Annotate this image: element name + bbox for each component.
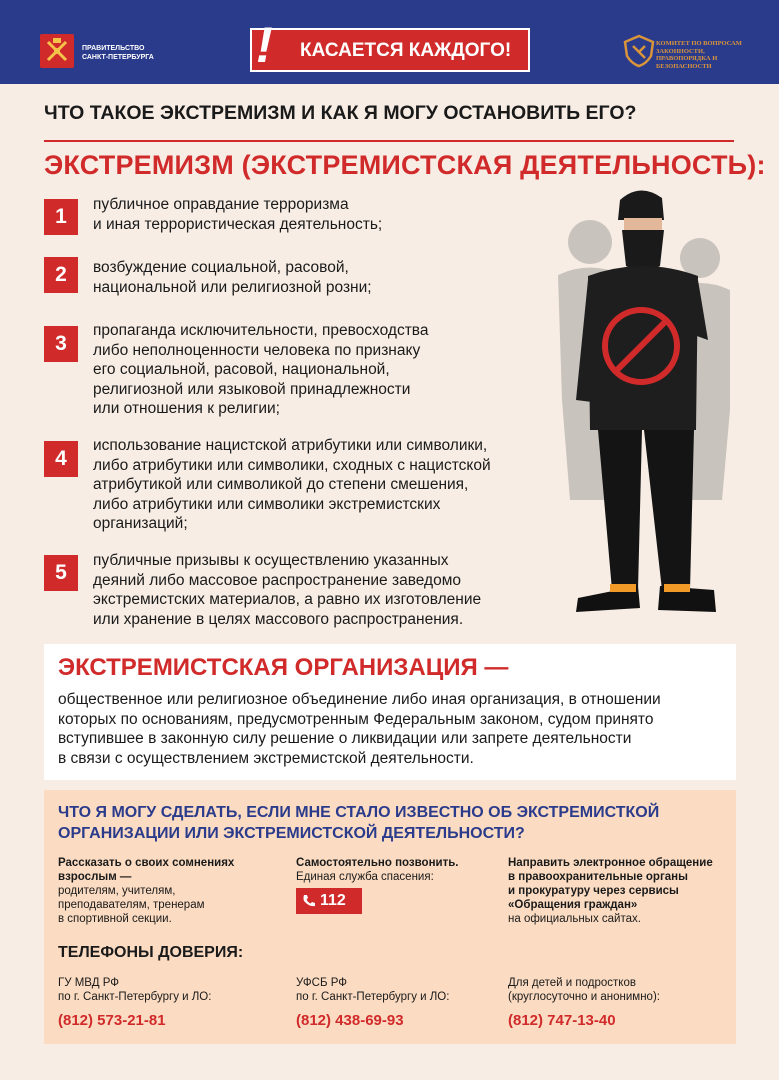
help-col2-text: Единая служба спасения: (296, 871, 434, 883)
government-label: ПРАВИТЕЛЬСТВО САНКТ-ПЕТЕРБУРГА (82, 45, 154, 61)
help-col1-heading: Рассказать о своих сомнениях взрослым — (58, 857, 235, 883)
item-number-3: 3 (44, 326, 78, 362)
trust-org-fsb: УФСБ РФ по г. Санкт-Петербургу и ЛО: (296, 977, 450, 1003)
trust-phone-fsb[interactable]: (812) 438-69-93 (296, 1012, 404, 1029)
help-col3-text: на официальных сайтах. (508, 913, 641, 925)
help-column-call (296, 856, 486, 884)
slogan-text: КАСАЕТСЯ КАЖДОГО! (300, 40, 512, 61)
help-col3-heading: Направить электронное обращение в правоохранительные органы и прокуратуру через сервисы «Обращения граждан» (508, 857, 713, 911)
item-number-2: 2 (44, 257, 78, 293)
extremism-subtitle: ЭКСТРЕМИЗМ (ЭКСТРЕМИСТСКАЯ ДЕЯТЕЛЬНОСТЬ): (44, 150, 766, 180)
ministry-emblem-icon (622, 34, 656, 68)
phone-icon (302, 894, 316, 908)
help-box (44, 790, 736, 1044)
header-bar (0, 0, 779, 84)
trust-phone-mvd[interactable]: (812) 573-21-81 (58, 1012, 166, 1029)
trust-phones-title: ТЕЛЕФОНЫ ДОВЕРИЯ: (58, 944, 244, 961)
item-text-3: пропаганда исключительности, превосходства либо неполноценности человека по признаку его социальной, расовой, национальной, религиозной или языковой принадлежности или отношения к религии; (93, 322, 429, 417)
ministry-label: КОМИТЕТ ПО ВОПРОСАМ ЗАКОННОСТИ, ПРАВОПОРЯДКА И БЕЗОПАСНОСТИ (656, 40, 742, 70)
organization-text: общественное или религиозное объединение либо иная организация, в отношении которых по основаниям, предусмотренным Федеральным законом, судом принято вступившее в законную силу решение о ликвидации или запрете деятельности в связи с осуществлением экстремистской деятельности. (58, 691, 661, 767)
item-number-1: 1 (44, 199, 78, 235)
trust-org-mvd: ГУ МВД РФ по г. Санкт-Петербургу и ЛО: (58, 977, 212, 1003)
item-text-5: публичные призывы к осуществлению указанных деяний либо массовое распространение заведомо экстремистских материалов, а равно их изготовление или хранение в целях массового распространения. (93, 552, 482, 628)
item-text-1: публичное оправдание терроризма и иная террористическая деятельность; (93, 196, 383, 233)
help-col1-text: родителям, учителям, преподавателям, тренерам в спортивной секции. (58, 885, 205, 925)
organization-title: ЭКСТРЕМИСТСКАЯ ОРГАНИЗАЦИЯ — (58, 654, 509, 681)
emergency-phone-badge[interactable] (296, 888, 362, 914)
help-col2-heading: Самостоятельно позвонить. (296, 857, 459, 869)
organization-definition-box (44, 644, 736, 780)
item-text-4: использование нацистской атрибутики или символики, либо атрибутики или символики, сходных с нацистской атрибутикой или символикой до степени смешения, либо атрибутики или символики экстремистских организаций; (93, 437, 491, 532)
masked-person-illustration (540, 180, 760, 630)
spb-coat-of-arms-icon (40, 34, 74, 68)
title-divider (44, 140, 734, 142)
main-title: ЧТО ТАКОЕ ЭКСТРЕМИЗМ И КАК Я МОГУ ОСТАНОВИТЬ ЕГО? (44, 102, 637, 124)
help-column-online (508, 856, 728, 926)
item-number-4: 4 (44, 441, 78, 477)
help-column-tell-adults (58, 856, 258, 926)
trust-org-children: Для детей и подростков (круглосуточно и анонимно): (508, 977, 660, 1003)
trust-phone-children[interactable]: (812) 747-13-40 (508, 1012, 616, 1029)
item-number-5: 5 (44, 555, 78, 591)
item-text-2: возбуждение социальной, расовой, национальной или религиозной розни; (93, 259, 372, 296)
slogan-badge (250, 28, 530, 72)
exclamation-mark-icon: ! (256, 17, 273, 73)
help-title: ЧТО Я МОГУ СДЕЛАТЬ, ЕСЛИ МНЕ СТАЛО ИЗВЕСТНО ОБ ЭКСТРЕМИСТКОЙ ОРГАНИЗАЦИИ ИЛИ ЭКСТРЕМИСТСКОЙ ДЕЯТЕЛЬНОСТИ? (58, 804, 660, 842)
emergency-phone-number: 112 (320, 892, 346, 909)
